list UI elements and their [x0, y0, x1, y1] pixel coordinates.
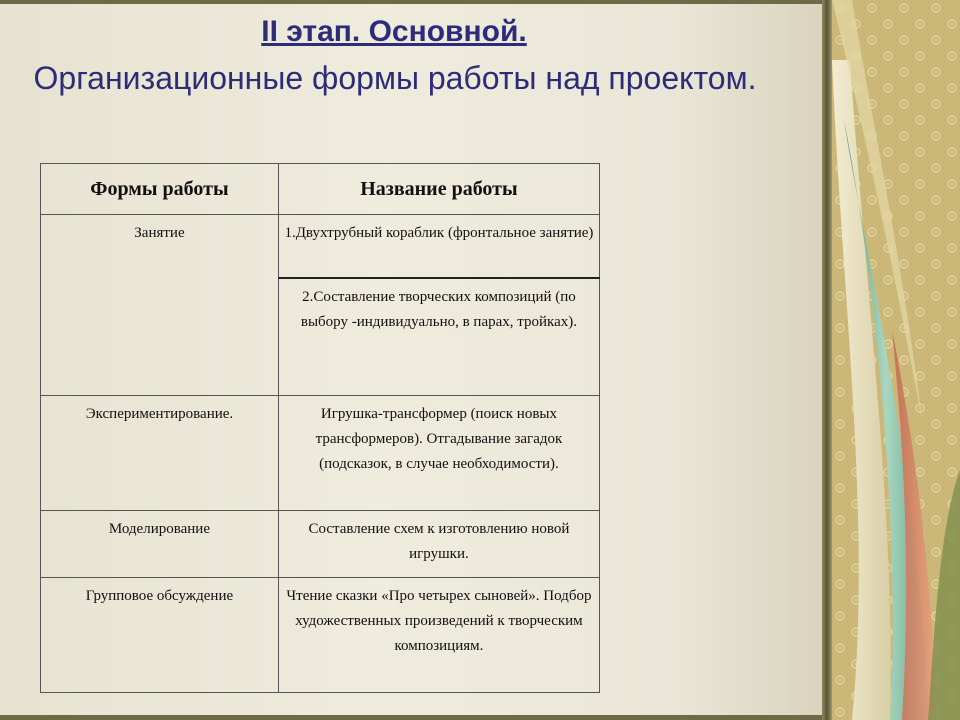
table-header-row — [41, 164, 600, 215]
header-forms: Формы работы — [41, 164, 279, 215]
name-cell: 1.Двухтрубный кораблик (фронтальное занятие) — [278, 215, 599, 279]
form-cell: Групповое обсуждение — [41, 578, 279, 693]
frame-right-divider — [822, 0, 832, 720]
form-cell: Моделирование — [41, 511, 279, 578]
frame-bottom-border — [0, 715, 830, 720]
name-cell: Игрушка-трансформер (поиск новых трансформеров). Отгадывание загадок (подсказок, в случае необходимости). — [278, 396, 599, 511]
table-row — [41, 396, 600, 511]
slide-title — [0, 14, 790, 100]
decorative-ribbon-panel — [832, 0, 960, 720]
title-subtitle: Организационные формы работы над проектом. — [33, 60, 757, 96]
name-cell: Чтение сказки «Про четырех сыновей». Подбор художественных произведений к творческим композициям. — [278, 578, 599, 693]
table-row — [41, 215, 600, 279]
table-row — [41, 578, 600, 693]
work-forms-table — [40, 163, 600, 693]
name-cell: 2.Составление творческих композиций (по выбору -индивидуально, в парах, тройках). — [278, 278, 599, 396]
header-names: Название работы — [278, 164, 599, 215]
name-cell: Составление схем к изготовлению новой игрушки. — [278, 511, 599, 578]
frame-top-border — [0, 0, 830, 4]
form-cell: Занятие — [41, 215, 279, 396]
title-stage: II этап. Основной. — [261, 15, 527, 48]
form-cell: Экспериментирование. — [41, 396, 279, 511]
table-row — [41, 511, 600, 578]
